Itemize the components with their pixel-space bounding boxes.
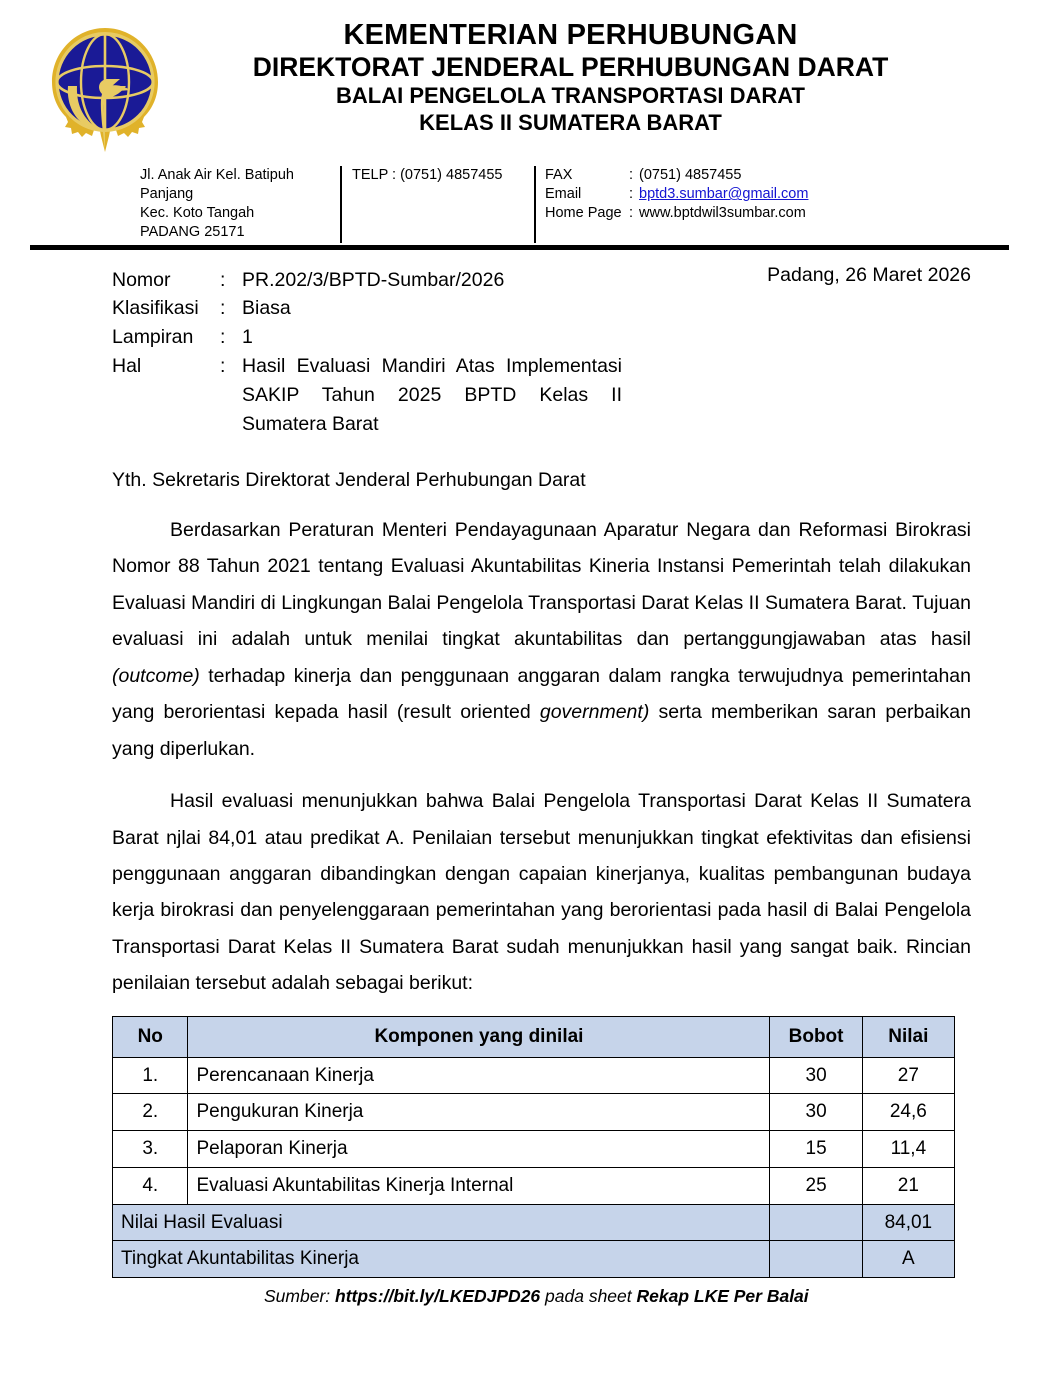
paragraph-1 — [112, 512, 971, 767]
place-and-date: Padang, 26 Maret 2026 — [767, 263, 971, 286]
source-prefix: Sumber: — [264, 1286, 335, 1307]
table-row — [113, 1057, 955, 1094]
summary-nilai: A — [862, 1241, 954, 1278]
hal-separator: : — [220, 355, 226, 378]
addressee-line: Yth. Sekretaris Direktorat Jenderal Perhubungan Darat — [112, 468, 586, 491]
table-row — [113, 1094, 955, 1131]
meta-row-hal — [112, 352, 971, 439]
cell-nilai: 21 — [862, 1167, 954, 1204]
paragraph-1-italic-government: government) — [539, 701, 650, 724]
contact-block — [536, 166, 1009, 243]
lampiran-label: Lampiran — [112, 326, 194, 349]
klasifikasi-label: Klasifikasi — [112, 297, 199, 320]
klasifikasi-separator: : — [220, 297, 226, 320]
summary-nilai: 84,01 — [862, 1204, 954, 1241]
header-nilai: Nilai — [862, 1016, 954, 1057]
address-line-1: Jl. Anak Air Kel. Batipuh Panjang — [140, 167, 294, 203]
fax-separator: : — [629, 167, 634, 183]
homepage-row — [545, 204, 1009, 223]
kementerian-perhubungan-logo — [46, 24, 164, 156]
summary-label: Nilai Hasil Evaluasi — [113, 1204, 770, 1241]
table-summary-row-tingkat-akuntabilitas — [113, 1241, 955, 1278]
homepage-separator: : — [629, 205, 634, 222]
table-row — [113, 1167, 955, 1204]
cell-bobot: 30 — [770, 1057, 862, 1094]
email-row — [545, 185, 1009, 204]
lampiran-separator: : — [220, 326, 226, 349]
summary-bobot — [770, 1241, 862, 1278]
cell-no: 2. — [113, 1094, 188, 1131]
lampiran-value: 1 — [242, 326, 253, 349]
cell-komponen: Pelaporan Kinerja — [188, 1131, 770, 1168]
cell-bobot: 25 — [770, 1167, 862, 1204]
cell-komponen: Evaluasi Akuntabilitas Kinerja Internal — [188, 1167, 770, 1204]
office-address — [30, 166, 340, 243]
letterhead — [0, 0, 1039, 243]
source-url: https://bit.ly/LKEDJPD26 — [335, 1286, 541, 1307]
paragraph-1-part-3: serta memberikan saran perbaikan yang diperlukan. — [112, 701, 971, 760]
source-note — [112, 1286, 971, 1307]
logo-container — [30, 18, 180, 156]
institution-titles — [180, 18, 1009, 136]
cell-nilai: 27 — [862, 1057, 954, 1094]
table-summary-row-nilai-hasil — [113, 1204, 955, 1241]
title-line-4: KELAS II SUMATERA BARAT — [419, 109, 722, 135]
evaluation-table-container — [0, 1016, 1039, 1307]
source-sheet: Rekap LKE Per Balai — [636, 1286, 809, 1307]
paragraph-2: Hasil evaluasi menunjukkan bahwa Balai Pengelola Transportasi Darat Kelas II Sumatera Barat njlai 84,01 atau predikat A. Penilaian tersebut menunjukkan tingkat efektivitas dan efisiensi penggunaan anggaran dibandingkan dengan capaian kinerjanya, kualitas pembangunan budaya kerja birokrasi dan penyelenggaraan pemerintahan yang berorientasi pada hasil di Balai Pengelola Transportasi Darat Kelas II Sumatera Barat sudah menunjukkan hasil yang sangat baik. Rincian penilaian tersebut adalah sebagai berikut: — [112, 790, 971, 995]
meta-row-klasifikasi — [112, 294, 971, 323]
homepage-label: Home Page — [545, 205, 622, 222]
table-row — [113, 1131, 955, 1168]
letter-body — [0, 263, 1039, 1002]
klasifikasi-value: Biasa — [242, 297, 291, 320]
header-no: No — [113, 1016, 188, 1057]
summary-label: Tingkat Akuntabilitas Kinerja — [113, 1241, 770, 1278]
source-middle: pada sheet — [540, 1286, 637, 1307]
paragraph-1-part-1: Berdasarkan Peraturan Menteri Pendayagunaan Aparatur Negara dan Reformasi Birokrasi Nomor 88 Tahun 2021 tentang Evaluasi Akuntabilitas Kineria Instansi Pemerintah telah dilakukan Evaluasi Mandiri di Lingkungan Balai Pengelola Transportasi Darat Kelas II Sumatera Barat. Tujuan evaluasi ini adalah untuk menilai tingkat akuntabilitas dan pertanggungjawaban atas hasil — [112, 518, 971, 651]
cell-no: 4. — [113, 1167, 188, 1204]
nomor-label: Nomor — [112, 268, 171, 291]
letter-metadata — [112, 263, 971, 439]
email-link[interactable]: bptd3.sumbar@gmail.com — [639, 186, 809, 203]
letterhead-divider — [30, 245, 1009, 250]
cell-komponen: Pengukuran Kinerja — [188, 1094, 770, 1131]
paragraph-1-italic-outcome: (outcome) — [112, 664, 200, 687]
fax-label: FAX — [545, 167, 573, 183]
hal-value: Hasil Evaluasi Mandiri Atas Implementasi SAKIP Tahun 2025 BPTD Kelas II Sumatera Barat — [242, 355, 622, 435]
cell-nilai: 11,4 — [862, 1131, 954, 1168]
table-header-row — [113, 1016, 955, 1057]
cell-bobot: 30 — [770, 1094, 862, 1131]
address-line-3: PADANG 25171 — [140, 224, 245, 241]
email-separator: : — [629, 186, 634, 203]
header-bobot: Bobot — [770, 1016, 862, 1057]
header-komponen: Komponen yang dinilai — [188, 1016, 770, 1057]
title-line-1: KEMENTERIAN PERHUBUNGAN — [343, 19, 798, 51]
title-line-3: BALAI PENGELOLA TRANSPORTASI DARAT — [336, 83, 805, 109]
hal-label: Hal — [112, 355, 142, 378]
cell-komponen: Perencanaan Kinerja — [188, 1057, 770, 1094]
email-label: Email — [545, 186, 582, 203]
title-line-2: DIREKTORAT JENDERAL PERHUBUNGAN DARAT — [252, 52, 889, 83]
cell-no: 1. — [113, 1057, 188, 1094]
cell-no: 3. — [113, 1131, 188, 1168]
cell-nilai: 24,6 — [862, 1094, 954, 1131]
summary-bobot — [770, 1204, 862, 1241]
meta-row-lampiran — [112, 323, 971, 352]
telephone-value: TELP : (0751) 4857455 — [352, 167, 503, 183]
paragraph-1-part-2: terhadap kinerja dan penggunaan anggaran dalam rangka terwujudnya pemerintahan yang berorientasi kepada hasil (result oriented — [112, 664, 971, 724]
fax-value: (0751) 4857455 — [639, 167, 742, 183]
cell-bobot: 15 — [770, 1131, 862, 1168]
telephone-block — [340, 166, 536, 243]
fax-row — [545, 166, 1009, 185]
homepage-value: www.bptdwil3sumbar.com — [639, 205, 806, 222]
nomor-value: PR.202/3/BPTD-Sumbar/2026 — [242, 268, 505, 291]
address-strip — [30, 166, 1009, 243]
address-line-2: Kec. Koto Tangah — [140, 205, 255, 222]
nomor-separator: : — [220, 268, 226, 291]
evaluation-table — [112, 1016, 955, 1278]
